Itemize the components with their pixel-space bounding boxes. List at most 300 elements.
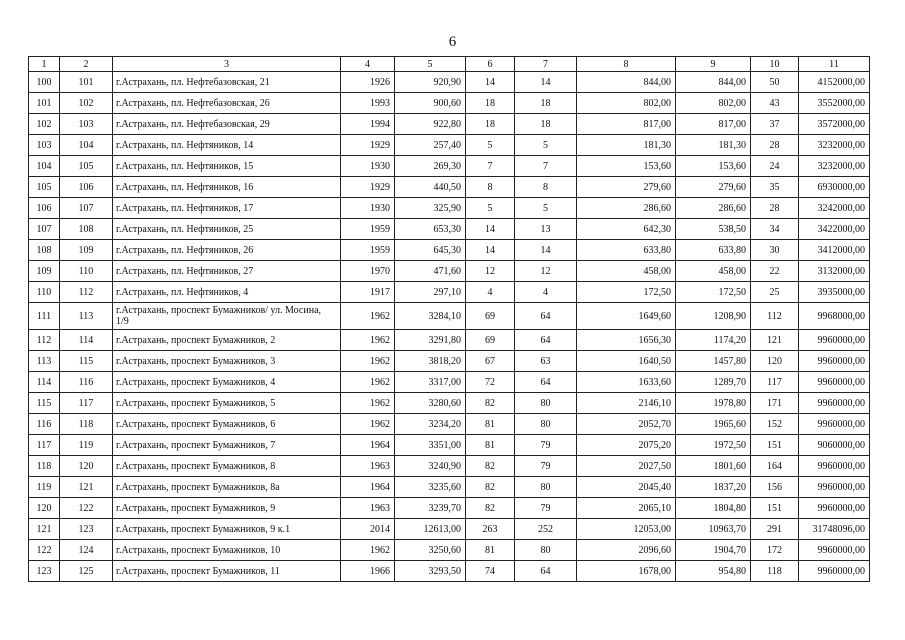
table-row [29,498,870,519]
col-6-value-cell: 4 [466,282,515,303]
col-7-value-cell: 7 [515,156,577,177]
year-built-cell: 1930 [341,156,395,177]
col-9-area-cell: 1457,80 [676,351,751,372]
col-7-value-cell: 80 [515,540,577,561]
object-number-cell: 121 [60,477,113,498]
year-built-cell: 1930 [341,198,395,219]
col-7-value-cell: 14 [515,72,577,93]
col-10-value-cell: 152 [751,414,799,435]
object-number-cell: 123 [60,519,113,540]
col-9-area-cell: 153,60 [676,156,751,177]
col-6-value-cell: 82 [466,498,515,519]
column-header-8: 8 [577,57,676,72]
object-number-cell: 105 [60,156,113,177]
total-area-cell: 3239,70 [395,498,466,519]
row-index-cell: 121 [29,519,60,540]
object-number-cell: 113 [60,303,113,330]
col-6-value-cell: 12 [466,261,515,282]
table-row [29,114,870,135]
amount-cell: 9960000,00 [799,561,870,582]
col-7-value-cell: 18 [515,93,577,114]
column-header-3: 3 [113,57,341,72]
col-7-value-cell: 5 [515,198,577,219]
page-number: 6 [448,34,457,50]
col-10-value-cell: 121 [751,330,799,351]
address-cell: г.Астрахань, пл. Нефтяников, 16 [113,177,341,198]
total-area-cell: 257,40 [395,135,466,156]
col-7-value-cell: 4 [515,282,577,303]
row-index-cell: 102 [29,114,60,135]
row-index-cell: 122 [29,540,60,561]
amount-cell: 3572000,00 [799,114,870,135]
row-index-cell: 112 [29,330,60,351]
object-number-cell: 116 [60,372,113,393]
col-6-value-cell: 67 [466,351,515,372]
total-area-cell: 3240,90 [395,456,466,477]
total-area-cell: 3235,60 [395,477,466,498]
col-9-area-cell: 954,80 [676,561,751,582]
col-10-value-cell: 117 [751,372,799,393]
address-cell: г.Астрахань, проспект Бумажников, 3 [113,351,341,372]
col-9-area-cell: 1837,20 [676,477,751,498]
amount-cell: 6930000,00 [799,177,870,198]
col-6-value-cell: 69 [466,330,515,351]
year-built-cell: 1959 [341,219,395,240]
living-area-cell: 181,30 [577,135,676,156]
row-index-cell: 101 [29,93,60,114]
col-6-value-cell: 81 [466,540,515,561]
living-area-cell: 2027,50 [577,456,676,477]
col-10-value-cell: 118 [751,561,799,582]
total-area-cell: 3250,60 [395,540,466,561]
year-built-cell: 1966 [341,561,395,582]
amount-cell: 3412000,00 [799,240,870,261]
col-7-value-cell: 12 [515,261,577,282]
living-area-cell: 2146,10 [577,393,676,414]
table-row [29,282,870,303]
col-9-area-cell: 1174,20 [676,330,751,351]
table-row [29,414,870,435]
amount-cell: 3232000,00 [799,156,870,177]
table-row [29,240,870,261]
table-row [29,219,870,240]
row-index-cell: 113 [29,351,60,372]
object-number-cell: 102 [60,93,113,114]
living-area-cell: 1649,60 [577,303,676,330]
total-area-cell: 297,10 [395,282,466,303]
address-cell: г.Астрахань, пл. Нефтяников, 25 [113,219,341,240]
year-built-cell: 1929 [341,135,395,156]
col-6-value-cell: 5 [466,198,515,219]
object-number-cell: 106 [60,177,113,198]
living-area-cell: 1633,60 [577,372,676,393]
col-7-value-cell: 80 [515,393,577,414]
year-built-cell: 1962 [341,393,395,414]
col-9-area-cell: 538,50 [676,219,751,240]
col-10-value-cell: 172 [751,540,799,561]
col-9-area-cell: 286,60 [676,198,751,219]
table-row [29,456,870,477]
address-cell: г.Астрахань, проспект Бумажников, 6 [113,414,341,435]
col-10-value-cell: 30 [751,240,799,261]
row-index-cell: 107 [29,219,60,240]
amount-cell: 9060000,00 [799,435,870,456]
col-7-value-cell: 63 [515,351,577,372]
col-9-area-cell: 802,00 [676,93,751,114]
col-9-area-cell: 1289,70 [676,372,751,393]
table-row [29,435,870,456]
amount-cell: 3422000,00 [799,219,870,240]
col-10-value-cell: 50 [751,72,799,93]
living-area-cell: 458,00 [577,261,676,282]
column-header-10: 10 [751,57,799,72]
col-10-value-cell: 34 [751,219,799,240]
column-header-4: 4 [341,57,395,72]
row-index-cell: 104 [29,156,60,177]
address-cell: г.Астрахань, пл. Нефтяников, 27 [113,261,341,282]
col-9-area-cell: 633,80 [676,240,751,261]
table-row [29,72,870,93]
row-index-cell: 117 [29,435,60,456]
amount-cell: 9960000,00 [799,456,870,477]
total-area-cell: 920,90 [395,72,466,93]
col-9-area-cell: 1804,80 [676,498,751,519]
col-9-area-cell: 844,00 [676,72,751,93]
total-area-cell: 645,30 [395,240,466,261]
table-row [29,177,870,198]
col-10-value-cell: 151 [751,435,799,456]
col-6-value-cell: 14 [466,219,515,240]
col-7-value-cell: 79 [515,498,577,519]
col-10-value-cell: 28 [751,135,799,156]
object-number-cell: 114 [60,330,113,351]
total-area-cell: 3284,10 [395,303,466,330]
table-row [29,372,870,393]
address-cell: г.Астрахань, пл. Нефтяников, 15 [113,156,341,177]
col-7-value-cell: 5 [515,135,577,156]
table-row [29,477,870,498]
row-index-cell: 123 [29,561,60,582]
table-row [29,561,870,582]
year-built-cell: 1959 [341,240,395,261]
year-built-cell: 1962 [341,303,395,330]
table-row [29,393,870,414]
table-row [29,519,870,540]
total-area-cell: 325,90 [395,198,466,219]
col-9-area-cell: 1978,80 [676,393,751,414]
col-10-value-cell: 120 [751,351,799,372]
object-number-cell: 115 [60,351,113,372]
living-area-cell: 172,50 [577,282,676,303]
row-index-cell: 110 [29,282,60,303]
col-6-value-cell: 81 [466,435,515,456]
total-area-cell: 3351,00 [395,435,466,456]
address-cell: г.Астрахань, проспект Бумажников, 7 [113,435,341,456]
column-header-2: 2 [60,57,113,72]
col-6-value-cell: 8 [466,177,515,198]
object-number-cell: 119 [60,435,113,456]
year-built-cell: 1964 [341,477,395,498]
row-index-cell: 120 [29,498,60,519]
address-cell: г.Астрахань, проспект Бумажников/ ул. Мосина, 1/9 [113,303,341,330]
living-area-cell: 153,60 [577,156,676,177]
table-row [29,303,870,330]
object-number-cell: 112 [60,282,113,303]
col-6-value-cell: 7 [466,156,515,177]
address-cell: г.Астрахань, пл. Нефтяников, 14 [113,135,341,156]
col-10-value-cell: 156 [751,477,799,498]
col-7-value-cell: 80 [515,477,577,498]
col-10-value-cell: 25 [751,282,799,303]
row-index-cell: 114 [29,372,60,393]
row-index-cell: 108 [29,240,60,261]
address-cell: г.Астрахань, проспект Бумажников, 9 [113,498,341,519]
address-cell: г.Астрахань, пл. Нефтебазовская, 21 [113,72,341,93]
col-7-value-cell: 64 [515,372,577,393]
object-number-cell: 124 [60,540,113,561]
year-built-cell: 1929 [341,177,395,198]
table-row [29,135,870,156]
row-index-cell: 119 [29,477,60,498]
address-cell: г.Астрахань, пл. Нефтебазовская, 26 [113,93,341,114]
col-6-value-cell: 74 [466,561,515,582]
object-number-cell: 117 [60,393,113,414]
total-area-cell: 653,30 [395,219,466,240]
total-area-cell: 471,60 [395,261,466,282]
total-area-cell: 3317,00 [395,372,466,393]
address-cell: г.Астрахань, пл. Нефтяников, 4 [113,282,341,303]
table-row [29,261,870,282]
object-number-cell: 108 [60,219,113,240]
amount-cell: 9960000,00 [799,498,870,519]
amount-cell: 3232000,00 [799,135,870,156]
year-built-cell: 1970 [341,261,395,282]
column-header-11: 11 [799,57,870,72]
col-9-area-cell: 1965,60 [676,414,751,435]
year-built-cell: 1926 [341,72,395,93]
amount-cell: 9960000,00 [799,372,870,393]
col-9-area-cell: 279,60 [676,177,751,198]
col-7-value-cell: 80 [515,414,577,435]
column-header-7: 7 [515,57,577,72]
col-9-area-cell: 10963,70 [676,519,751,540]
year-built-cell: 1962 [341,414,395,435]
col-7-value-cell: 252 [515,519,577,540]
year-built-cell: 2014 [341,519,395,540]
total-area-cell: 440,50 [395,177,466,198]
col-10-value-cell: 291 [751,519,799,540]
object-number-cell: 109 [60,240,113,261]
col-6-value-cell: 82 [466,477,515,498]
col-10-value-cell: 22 [751,261,799,282]
total-area-cell: 3234,20 [395,414,466,435]
living-area-cell: 279,60 [577,177,676,198]
row-index-cell: 105 [29,177,60,198]
living-area-cell: 1640,50 [577,351,676,372]
amount-cell: 3935000,00 [799,282,870,303]
col-7-value-cell: 18 [515,114,577,135]
col-6-value-cell: 81 [466,414,515,435]
amount-cell: 9960000,00 [799,351,870,372]
total-area-cell: 3291,80 [395,330,466,351]
col-10-value-cell: 112 [751,303,799,330]
housing-register-table [28,56,870,582]
col-9-area-cell: 1904,70 [676,540,751,561]
col-10-value-cell: 37 [751,114,799,135]
living-area-cell: 12053,00 [577,519,676,540]
object-number-cell: 120 [60,456,113,477]
col-10-value-cell: 24 [751,156,799,177]
amount-cell: 9968000,00 [799,303,870,330]
year-built-cell: 1963 [341,456,395,477]
col-10-value-cell: 43 [751,93,799,114]
object-number-cell: 110 [60,261,113,282]
row-index-cell: 111 [29,303,60,330]
col-7-value-cell: 64 [515,330,577,351]
col-10-value-cell: 164 [751,456,799,477]
address-cell: г.Астрахань, проспект Бумажников, 8 [113,456,341,477]
address-cell: г.Астрахань, пл. Нефтяников, 26 [113,240,341,261]
total-area-cell: 269,30 [395,156,466,177]
address-cell: г.Астрахань, проспект Бумажников, 8а [113,477,341,498]
living-area-cell: 1678,00 [577,561,676,582]
year-built-cell: 1963 [341,498,395,519]
row-index-cell: 106 [29,198,60,219]
total-area-cell: 922,80 [395,114,466,135]
col-6-value-cell: 18 [466,114,515,135]
living-area-cell: 2075,20 [577,435,676,456]
address-cell: г.Астрахань, пл. Нефтебазовская, 29 [113,114,341,135]
living-area-cell: 844,00 [577,72,676,93]
row-index-cell: 115 [29,393,60,414]
col-6-value-cell: 72 [466,372,515,393]
object-number-cell: 103 [60,114,113,135]
total-area-cell: 3293,50 [395,561,466,582]
row-index-cell: 118 [29,456,60,477]
row-index-cell: 109 [29,261,60,282]
address-cell: г.Астрахань, пл. Нефтяников, 17 [113,198,341,219]
object-number-cell: 125 [60,561,113,582]
living-area-cell: 2052,70 [577,414,676,435]
row-index-cell: 116 [29,414,60,435]
col-7-value-cell: 13 [515,219,577,240]
total-area-cell: 12613,00 [395,519,466,540]
col-7-value-cell: 14 [515,240,577,261]
row-index-cell: 103 [29,135,60,156]
table-row [29,330,870,351]
column-header-5: 5 [395,57,466,72]
object-number-cell: 104 [60,135,113,156]
amount-cell: 31748096,00 [799,519,870,540]
living-area-cell: 642,30 [577,219,676,240]
year-built-cell: 1962 [341,372,395,393]
col-6-value-cell: 82 [466,456,515,477]
amount-cell: 9960000,00 [799,477,870,498]
object-number-cell: 122 [60,498,113,519]
address-cell: г.Астрахань, проспект Бумажников, 10 [113,540,341,561]
address-cell: г.Астрахань, проспект Бумажников, 2 [113,330,341,351]
col-7-value-cell: 79 [515,456,577,477]
total-area-cell: 900,60 [395,93,466,114]
amount-cell: 3242000,00 [799,198,870,219]
object-number-cell: 101 [60,72,113,93]
col-10-value-cell: 151 [751,498,799,519]
col-7-value-cell: 64 [515,561,577,582]
table-row [29,198,870,219]
total-area-cell: 3280,60 [395,393,466,414]
address-cell: г.Астрахань, проспект Бумажников, 9 к.1 [113,519,341,540]
living-area-cell: 817,00 [577,114,676,135]
col-9-area-cell: 458,00 [676,261,751,282]
col-7-value-cell: 79 [515,435,577,456]
col-6-value-cell: 263 [466,519,515,540]
address-cell: г.Астрахань, проспект Бумажников, 11 [113,561,341,582]
amount-cell: 3132000,00 [799,261,870,282]
col-6-value-cell: 82 [466,393,515,414]
col-6-value-cell: 18 [466,93,515,114]
object-number-cell: 107 [60,198,113,219]
col-7-value-cell: 8 [515,177,577,198]
living-area-cell: 286,60 [577,198,676,219]
living-area-cell: 802,00 [577,93,676,114]
amount-cell: 9960000,00 [799,414,870,435]
column-header-6: 6 [466,57,515,72]
col-6-value-cell: 69 [466,303,515,330]
col-7-value-cell: 64 [515,303,577,330]
total-area-cell: 3818,20 [395,351,466,372]
column-header-9: 9 [676,57,751,72]
year-built-cell: 1917 [341,282,395,303]
object-number-cell: 118 [60,414,113,435]
header-row [29,57,870,72]
col-10-value-cell: 28 [751,198,799,219]
column-header-1: 1 [29,57,60,72]
amount-cell: 4152000,00 [799,72,870,93]
living-area-cell: 1656,30 [577,330,676,351]
col-6-value-cell: 5 [466,135,515,156]
living-area-cell: 2045,40 [577,477,676,498]
col-10-value-cell: 171 [751,393,799,414]
amount-cell: 9960000,00 [799,540,870,561]
address-cell: г.Астрахань, проспект Бумажников, 5 [113,393,341,414]
table-row [29,93,870,114]
year-built-cell: 1994 [341,114,395,135]
year-built-cell: 1993 [341,93,395,114]
row-index-cell: 100 [29,72,60,93]
col-10-value-cell: 35 [751,177,799,198]
address-cell: г.Астрахань, проспект Бумажников, 4 [113,372,341,393]
col-9-area-cell: 1801,60 [676,456,751,477]
living-area-cell: 633,80 [577,240,676,261]
year-built-cell: 1962 [341,540,395,561]
amount-cell: 3552000,00 [799,93,870,114]
table-row [29,540,870,561]
year-built-cell: 1962 [341,330,395,351]
table-row [29,351,870,372]
year-built-cell: 1962 [341,351,395,372]
amount-cell: 9960000,00 [799,393,870,414]
col-9-area-cell: 1972,50 [676,435,751,456]
year-built-cell: 1964 [341,435,395,456]
col-6-value-cell: 14 [466,72,515,93]
col-9-area-cell: 181,30 [676,135,751,156]
amount-cell: 9960000,00 [799,330,870,351]
col-9-area-cell: 817,00 [676,114,751,135]
living-area-cell: 2065,10 [577,498,676,519]
living-area-cell: 2096,60 [577,540,676,561]
table-row [29,156,870,177]
col-9-area-cell: 1208,90 [676,303,751,330]
